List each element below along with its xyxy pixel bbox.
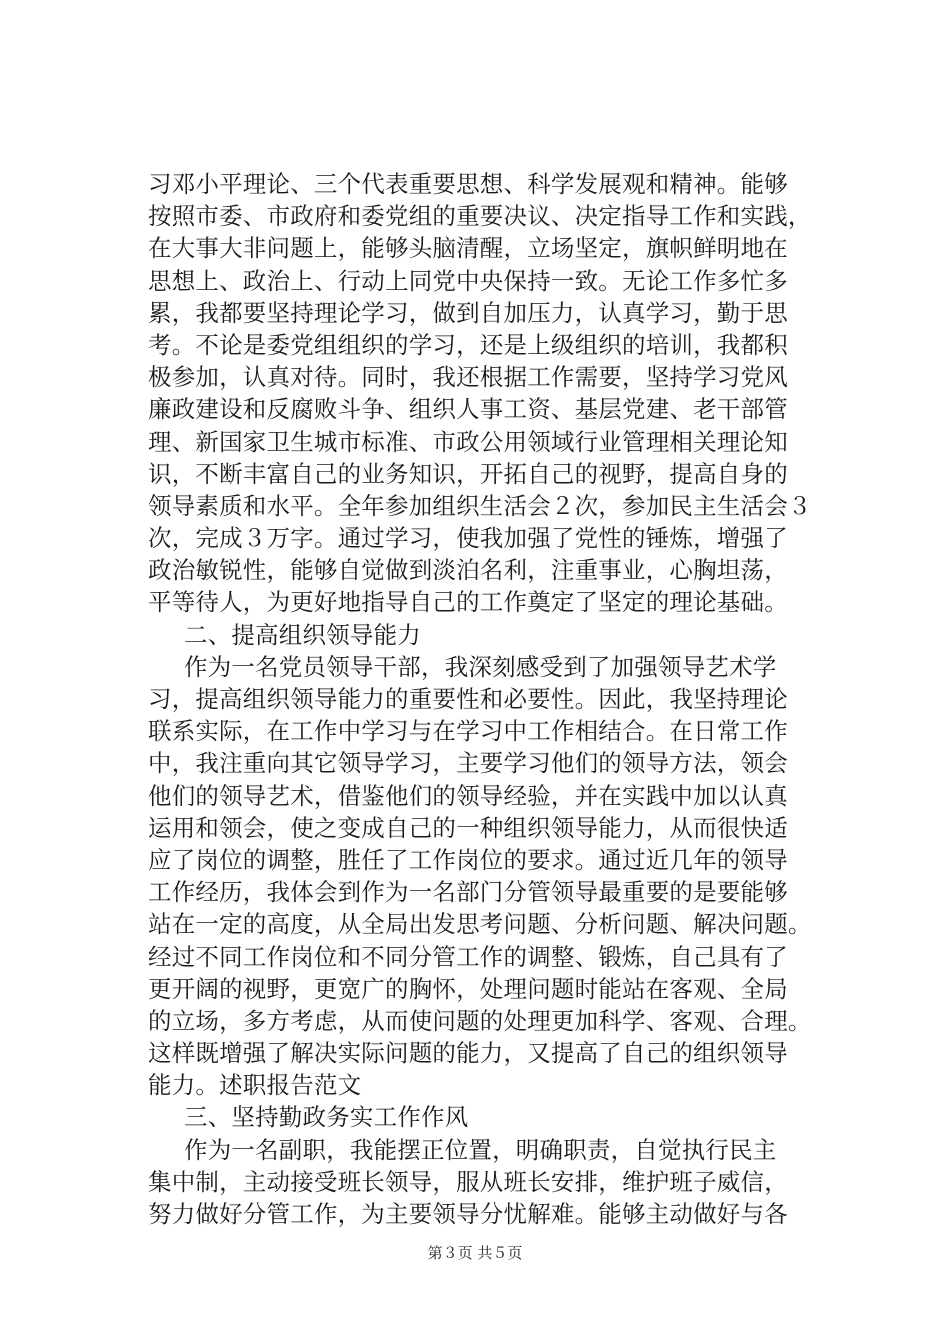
text-line: 习邓小平理论、三个代表重要思想、科学发展观和精神。能够 <box>148 170 788 198</box>
text-line: 经过不同工作岗位和不同分管工作的调整、锻炼，自己具有了 <box>148 942 788 971</box>
text-line: 习，提高组织领导能力的重要性和必要性。因此，我坚持理论 <box>148 685 788 713</box>
text-line: 应了岗位的调整，胜任了工作岗位的要求。通过近几年的领导 <box>148 845 788 874</box>
text-line: 识，不断丰富自己的业务知识，开拓自己的视野，提高自身的 <box>148 459 788 488</box>
text-line: 思想上、政治上、行动上同党中央保持一致。无论工作多忙多 <box>148 266 788 295</box>
text-line: 站在一定的高度，从全局出发思考问题、分析问题、解决问题。 <box>148 910 812 939</box>
document-body <box>148 168 838 1230</box>
text-line: 努力做好分管工作，为主要领导分忧解难。能够主动做好与各 <box>148 1200 788 1228</box>
text-line: 平等待人，为更好地指导自己的工作奠定了坚定的理论基础。 <box>148 588 788 617</box>
text-line: 次，完成３万字。通过学习，使我加强了党性的锤炼，增强了 <box>148 524 788 553</box>
page-footer <box>0 1243 950 1263</box>
text-line: 集中制，主动接受班长领导，服从班长安排，维护班子威信， <box>148 1167 788 1196</box>
text-line: 考。不论是委党组组织的学习，还是上级组织的培训，我都积 <box>148 330 788 359</box>
text-line: 更开阔的视野，更宽广的胸怀，处理问题时能站在客观、全局 <box>148 974 788 1003</box>
text-line: 在大事大非问题上，能够头脑清醒，立场坚定，旗帜鲜明地在 <box>148 234 788 263</box>
text-line: 运用和领会，使之变成自己的一种组织领导能力，从而很快适 <box>148 813 788 842</box>
text-line: 这样既增强了解决实际问题的能力，又提高了自己的组织领导 <box>148 1039 788 1068</box>
text-line: 中，我注重向其它领导学习，主要学习他们的领导方法，领会 <box>148 749 788 778</box>
text-line: 领导素质和水平。全年参加组织生活会２次，参加民主生活会３ <box>148 491 812 520</box>
text-line: 作为一名副职，我能摆正位置，明确职责，自觉执行民主 <box>184 1135 777 1164</box>
text-line: 理、新国家卫生城市标准、市政公用领域行业管理相关理论知 <box>148 427 788 456</box>
text-line: 他们的领导艺术，借鉴他们的领导经验，并在实践中加以认真 <box>148 781 788 810</box>
text-line: 的立场，多方考虑，从而使问题的处理更加科学、客观、合理。 <box>148 1006 812 1035</box>
text-line: 联系实际，在工作中学习与在学习中工作相结合。在日常工作 <box>148 717 788 746</box>
text-line: 作为一名党员领导干部，我深刻感受到了加强领导艺术学 <box>184 652 777 681</box>
text-line: 工作经历，我体会到作为一名部门分管领导最重要的是要能够 <box>148 878 788 907</box>
text-line: 按照市委、市政府和委党组的重要决议、决定指导工作和实践， <box>148 202 812 231</box>
section-heading: 三、坚持勤政务实工作作风 <box>184 1103 469 1132</box>
text-line: 能力。述职报告范文 <box>148 1071 362 1100</box>
text-line: 政治敏锐性，能够自觉做到淡泊名利，注重事业，心胸坦荡， <box>148 556 788 585</box>
section-heading: 二、提高组织领导能力 <box>184 620 421 649</box>
text-line: 廉政建设和反腐败斗争、组织人事工资、基层党建、老干部管 <box>148 395 788 424</box>
text-line: 极参加，认真对待。同时，我还根据工作需要，坚持学习党风 <box>148 363 788 392</box>
text-line: 累，我都要坚持理论学习，做到自加压力，认真学习，勤于思 <box>148 298 788 327</box>
page-number: 第３页 共５页 <box>427 1244 523 1262</box>
